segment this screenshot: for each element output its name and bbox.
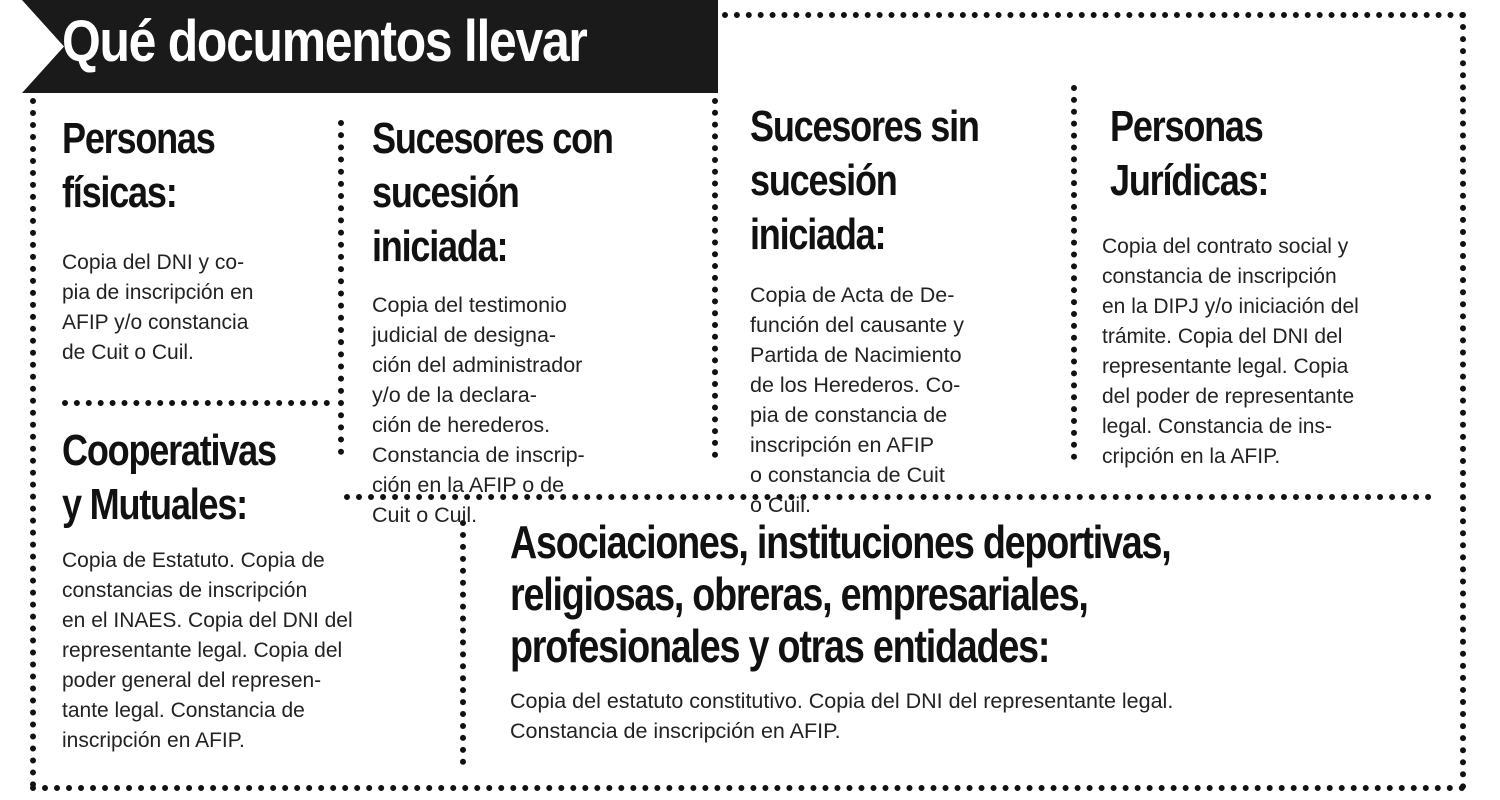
- section-body: Copia del contrato social y constancia de inscripción en la DIPJ y/o iniciación del trámite. Copia del DNI del representante legal. Copia del poder de representante legal. Constancia de ins- cripción en la AFIP.: [1102, 235, 1359, 468]
- frame-bottom-border: [30, 785, 1466, 791]
- divider-vertical-2: [712, 98, 718, 458]
- section-personas-juridicas: [1102, 100, 1440, 472]
- section-heading: Personas físicas:: [62, 114, 215, 217]
- section-sucesores-sin-sucesion: [750, 100, 1050, 520]
- section-heading: Personas Jurídicas:: [1110, 102, 1269, 205]
- divider-horizontal-left: [62, 400, 330, 406]
- section-body: Copia de Estatuto. Copia de constancias de inscripción en el INAES. Copia del DNI del representante legal. Copia del poder general del represen- tante legal. Constancia de inscripción en AFIP.: [62, 549, 353, 752]
- section-heading: Cooperativas y Mutuales:: [62, 426, 276, 529]
- section-heading: Sucesores sin sucesión iniciada:: [750, 102, 979, 259]
- frame-right-border: [1460, 12, 1466, 790]
- frame-left-border: [30, 98, 36, 788]
- section-body: Copia del testimonio judicial de designa- ción del administrador y/o de la declara- ción de herederos. Constancia de inscrip- ción en la AFIP o de Cuit o Cuil.: [372, 293, 585, 527]
- section-asociaciones: [510, 516, 1450, 746]
- page-title: Qué documentos llevar: [62, 9, 587, 74]
- section-heading: Asociaciones, instituciones deportivas, religiosas, obreras, empresariales, profesionales y otras entidades:: [510, 516, 1171, 672]
- section-cooperativas-mutuales: [62, 424, 432, 756]
- divider-vertical-3: [1071, 85, 1077, 460]
- section-personas-fisicas: [62, 112, 324, 368]
- frame-top-border: [722, 12, 1466, 18]
- section-body: Copia del DNI y co- pia de inscripción en AFIP y/o constancia de Cuit o Cuil.: [62, 251, 254, 364]
- section-body: Copia del estatuto constitutivo. Copia del DNI del representante legal. Constancia de inscripción en AFIP.: [510, 689, 1174, 743]
- section-heading: Sucesores con sucesión iniciada:: [372, 114, 613, 271]
- divider-vertical-1: [338, 120, 344, 455]
- section-body: Copia de Acta de De- función del causante y Partida de Nacimiento de los Herederos. Co- pia de constancia de inscripción en AFIP o constancia de Cuit o Cuil.: [750, 283, 964, 517]
- divider-vertical-4: [460, 520, 466, 765]
